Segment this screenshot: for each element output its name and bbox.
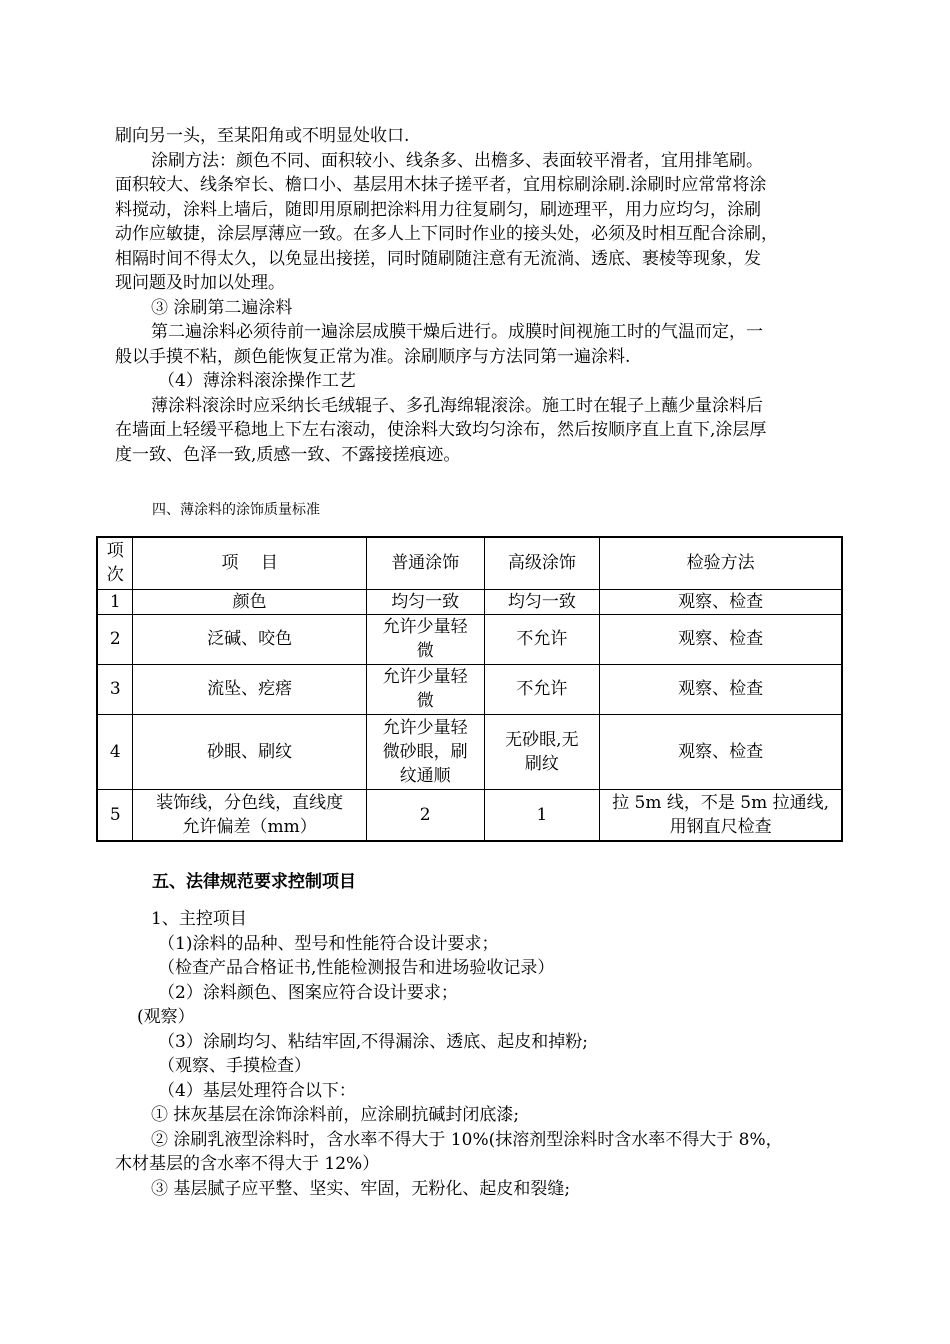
text-line: 刷向另一头，至某阳角或不明显处收口. xyxy=(115,126,410,146)
cell-text: 流坠、疙瘩 xyxy=(207,679,293,699)
cell-text: 2 xyxy=(419,804,431,825)
cell-premium xyxy=(484,664,600,714)
text-line: 动作应敏捷，涂层厚薄应一致。在多人上下同时作业的接头处，必须及时相互配合涂刷， xyxy=(115,224,778,244)
cell-normal xyxy=(366,789,484,841)
table-row xyxy=(97,714,842,789)
text-line: 薄涂料滚涂时应采纳长毛绒辊子、多孔海绵辊滚涂。施工时在辊子上蘸少量涂料后 xyxy=(151,395,763,416)
step3-heading xyxy=(115,296,865,321)
table-caption: 四、薄涂料的涂饰质量标准 xyxy=(152,502,320,518)
cell-no xyxy=(97,664,133,714)
cell-text: 观察、检查 xyxy=(678,591,764,612)
cell-item xyxy=(133,789,366,841)
list-item: （观察、手摸检查） xyxy=(158,1056,311,1076)
text-line: 度一致、色泽一致,质感一致、不露接搓痕迹。 xyxy=(115,444,461,465)
cell-item xyxy=(133,714,366,789)
cell-no xyxy=(97,589,133,614)
cell-item xyxy=(133,664,366,714)
list-item: (观察） xyxy=(137,1007,195,1027)
section4-heading xyxy=(115,369,865,394)
cell-method xyxy=(600,589,842,614)
section5-title: 五、法律规范要求控制项目 xyxy=(152,872,356,892)
text-line: 涂刷方法：颜色不同、面积较小、线条多、出檐多、表面较平滑者，宜用排笔刷。 xyxy=(151,150,763,171)
cell-text: 微砂眼，刷 xyxy=(382,741,468,762)
list-item: （4）基层处理符合以下： xyxy=(158,1080,356,1101)
table-row xyxy=(97,789,842,841)
cell-text: 均匀一致 xyxy=(507,591,576,612)
text-line: 般以手摸不粘，颜色能恢复正常为准。涂刷顺序与方法同第一遍涂料. xyxy=(115,346,631,367)
list-item: ① 抹灰基层在涂饰涂料前，应涂刷抗碱封闭底漆; xyxy=(151,1105,520,1125)
header-no-line: 次 xyxy=(106,565,124,586)
cell-text: 观察、检查 xyxy=(678,679,764,699)
cell-method xyxy=(600,714,842,789)
cell-text: 微 xyxy=(416,691,434,711)
text-line: 相隔时间不得太久，以免显出接搓，同时随刷随注意有无流淌、透底、裹棱等现象，发 xyxy=(115,248,761,269)
cell-text: 不允许 xyxy=(516,679,568,699)
cell-no xyxy=(97,789,133,841)
list-item: （2）涂料颜色、图案应符合设计要求； xyxy=(158,982,458,1003)
text-line: ③ 涂刷第二遍涂料 xyxy=(151,297,293,318)
cell-text: 允许少量轻 xyxy=(382,667,468,687)
cell-text: 1 xyxy=(109,591,121,612)
cell-normal xyxy=(366,589,484,614)
paragraph-section4 xyxy=(115,394,865,468)
table-body xyxy=(97,589,842,841)
quality-standard-table xyxy=(96,536,843,842)
header-normal: 普通涂饰 xyxy=(366,537,484,589)
cell-method xyxy=(600,614,842,664)
cell-premium xyxy=(484,589,600,614)
cell-text: 2 xyxy=(109,629,121,649)
cell-text: 3 xyxy=(109,679,121,699)
cell-item xyxy=(133,589,366,614)
cell-text: 观察、检查 xyxy=(678,629,764,649)
cell-text: 泛碱、咬色 xyxy=(207,629,293,649)
cell-normal xyxy=(366,664,484,714)
header-method: 检验方法 xyxy=(600,537,842,589)
cell-text: 4 xyxy=(109,741,121,762)
cell-text: 均匀一致 xyxy=(391,591,460,612)
cell-text: 观察、检查 xyxy=(678,741,764,762)
table-row xyxy=(97,589,842,614)
cell-text: 纹通顺 xyxy=(399,765,451,786)
cell-text: 不允许 xyxy=(516,629,568,649)
cell-premium xyxy=(484,714,600,789)
list-item: （检查产品合格证书,性能检测报告和进场验收记录） xyxy=(158,958,555,978)
cell-text: 颜色 xyxy=(232,591,267,612)
cell-text: 允许少量轻 xyxy=(382,617,468,637)
text-line: 在墙面上轻缓平稳地上下左右滚动，使涂料大致均匀涂布，然后按顺序直上直下,涂层厚 xyxy=(115,420,767,440)
text-line: 现问题及时加以处理。 xyxy=(115,273,285,293)
cell-no xyxy=(97,714,133,789)
cell-item xyxy=(133,614,366,664)
list-item: 1、主控项目 xyxy=(151,909,247,929)
text-line: 面积较大、线条窄长、檐口小、基层用木抹子搓平者，宜用棕刷涂刷.涂刷时应常常将涂 xyxy=(115,175,767,195)
table-header-row xyxy=(97,537,842,589)
list-item: 木材基层的含水率不得大于 12%） xyxy=(115,1154,380,1174)
header-item: 项 目 xyxy=(133,537,366,589)
list-item: （1)涂料的品种、型号和性能符合设计要求； xyxy=(158,933,499,954)
cell-text: 用钢直尺检查 xyxy=(669,816,772,837)
cell-text: 1 xyxy=(536,804,548,825)
cell-text: 允许少量轻 xyxy=(382,717,468,738)
text-line: 第二遍涂料必须待前一遍涂层成膜干燥后进行。成膜时间视施工时的气温而定，一 xyxy=(151,322,763,342)
cell-text: 允许偏差（mm） xyxy=(182,816,317,837)
text-line: 料搅动，涂料上墙后，随即用原刷把涂料用力往复刷匀，刷迹理平，用力应均匀，涂刷 xyxy=(115,199,761,220)
cell-premium xyxy=(484,789,600,841)
cell-text: 5 xyxy=(109,804,121,825)
paragraph-continuation xyxy=(115,124,865,149)
section5-list xyxy=(115,907,865,1201)
cell-text: 无砂眼,无 xyxy=(505,729,579,750)
list-item: （3）涂刷均匀、粘结牢固,不得漏涂、透底、起皮和掉粉; xyxy=(158,1031,588,1052)
cell-text: 刷纹 xyxy=(524,753,559,774)
table-row xyxy=(97,664,842,714)
cell-text: 装饰线，分色线，直线度 xyxy=(156,792,344,813)
cell-normal xyxy=(366,714,484,789)
header-premium: 高级涂饰 xyxy=(484,537,600,589)
header-no xyxy=(97,537,133,589)
cell-premium xyxy=(484,614,600,664)
header-no-line: 项 xyxy=(106,541,124,562)
cell-text: 微 xyxy=(416,641,434,661)
cell-method xyxy=(600,664,842,714)
cell-normal xyxy=(366,614,484,664)
cell-text: 砂眼、刷纹 xyxy=(207,741,293,762)
list-item: ③ 基层腻子应平整、坚实、牢固，无粉化、起皮和裂缝; xyxy=(151,1178,571,1199)
cell-text: 拉 5m 线，不是 5m 拉通线, xyxy=(612,792,830,813)
cell-method xyxy=(600,789,842,841)
table-row xyxy=(97,614,842,664)
list-item: ② 涂刷乳液型涂料时，含水率不得大于 10%(抹溶剂型涂料时含水率不得大于 8%， xyxy=(151,1129,783,1150)
text-line: （4）薄涂料滚涂操作工艺 xyxy=(158,371,356,391)
paragraph-step3 xyxy=(115,320,865,369)
paragraph-method xyxy=(115,149,865,296)
cell-no xyxy=(97,614,133,664)
